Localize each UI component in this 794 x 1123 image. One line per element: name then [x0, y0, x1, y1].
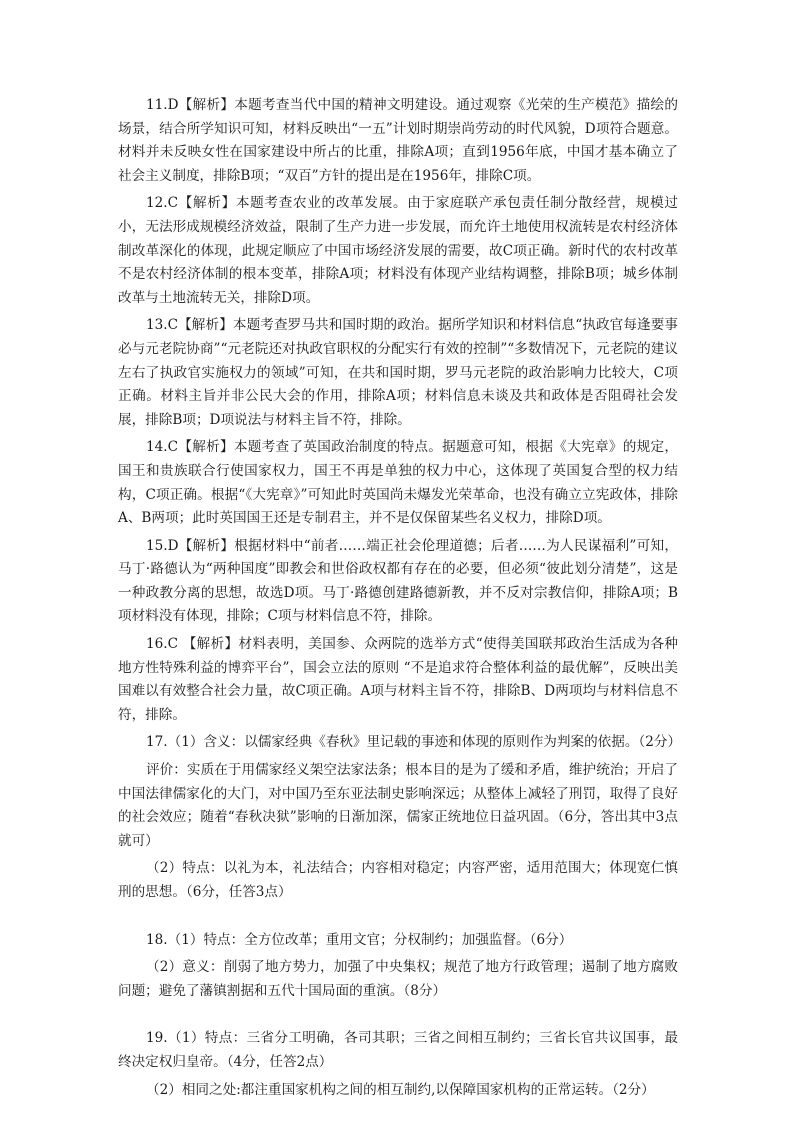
answer-17-evaluation: 评价：实质在于用儒家经义架空法家法条；根本目的是为了缓和矛盾，维护统治；开启了中国法律儒家化的大门，对中国乃至东亚法制史影响深远；从整体上减轻了刑罚，取得了良好的社会效应；随着“春秋决狱”影响的日渐加深，儒家正统地位日益巩固。（6分，答出其中3点就可）	[118, 762, 678, 849]
answer-18-part2: （2）意义：削弱了地方势力，加强了中央集权；规范了地方行政管理；遏制了地方腐败问题；避免了藩镇割据和五代十国局面的重演。（8分）	[118, 959, 678, 999]
answer-16: 16.C 【解析】材料表明，美国参、众两院的选举方式“使得美国联邦政治生活成为各种地方性特殊利益的博弈平台”，国会立法的原则 “不是追求符合整体利益的最优解”，反映出美国难以有效整合社会力量，故C项正确。A项与材料主旨不符，排除B、D两项均与材料信息不符，排除。	[118, 636, 678, 723]
answer-17-part1: 17.（1）含义：以儒家经典《春秋》里记载的事迹和体现的原则作为判案的依据。（2分）	[146, 734, 682, 751]
section-spacer	[118, 1007, 678, 1027]
answer-11: 11.D【解析】本题考查当代中国的精神文明建设。通过观察《光荣的生产模范》描绘的场景，结合所学知识可知，材料反映出“一五”计划时期崇尚劳动的时代风貌，D项符合题意。材料并未反映女性在国家建设中所占的比重，排除A项；直到1956年底，中国才基本确立了社会主义制度，排除B项；“双百”方针的提出是在1956年，排除C项。	[118, 97, 678, 184]
answer-document	[118, 94, 682, 1106]
answer-15: 15.D【解析】根据材料中“前者……端正社会伦理道德；后者……为人民谋福利”可知，马丁·路德认为“两种国度”即教会和世俗政权都有存在的必要，但必须“彼此划分清楚”，这是一种政教分离的思想，故选D项。马丁·路德创建路德新教，并不反对宗教信仰，排除A项；B项材料没有体现，排除；C项与材料信息不符，排除。	[118, 537, 678, 625]
answer-19-part2: （2）相同之处:都注重国家机构之间的相互制约,以保障国家机构的正常运转。（2分）	[146, 1081, 655, 1098]
answer-19-part1: 19.（1）特点：三省分工明确，各司其职；三省之间相互制约；三省长官共议国事，最终决定权归皇帝。（4分，任答2点）	[118, 1030, 678, 1070]
answer-12: 12.C【解析】本题考查农业的改革发展。由于家庭联产承包责任制分散经营，规模过小，无法形成规模经济效益，限制了生产力进一步发展，而允许土地使用权流转是农村经济体制改革深化的体现，此规定顺应了中国市场经济发展的需要，故C项正确。新时代的农村改革不是农村经济体制的根本变革，排除A项；材料没有体现产业结构调整，排除B项；城乡体制改革与土地流转无关，排除D项。	[118, 195, 678, 306]
answer-18-part1: 18.（1）特点：全方位改革；重用文官；分权制约；加强监督。（6分）	[146, 931, 573, 948]
answer-17-part2: （2）特点：以礼为本，礼法结合；内容相对稳定；内容严密，适用范围大；体现宽仁慎刑的思想。（6分，任答3点）	[118, 860, 678, 900]
answer-13: 13.C【解析】本题考查罗马共和国时期的政治。据所学知识和材料信息“执政官每逢要事必与元老院协商”“元老院还对执政官职权的分配实行有效的控制”“多数情况下，元老院的建议左右了执政官实施权力的领域”可知，在共和国时期，罗马元老院的政治影响力比较大，C项正确。材料主旨并非公民大会的作用，排除A项；材料信息未谈及共和政体是否阻碍社会发展，排除B项；D项说法与材料主旨不符，排除。	[118, 317, 678, 428]
answer-14: 14.C【解析】本题考查了英国政治制度的特点。据题意可知，根据《大宪章》的规定，国王和贵族联合行使国家权力，国王不再是单独的权力中心，这体现了英国复合型的权力结构，C项正确。根据“《大宪章》”可知此时英国尚未爆发光荣革命，也没有确立立宪政体，排除A、B两项；此时英国国王还是专制君主，并不是仅保留某些名义权力，排除D项。	[118, 439, 678, 527]
section-spacer	[118, 909, 678, 929]
